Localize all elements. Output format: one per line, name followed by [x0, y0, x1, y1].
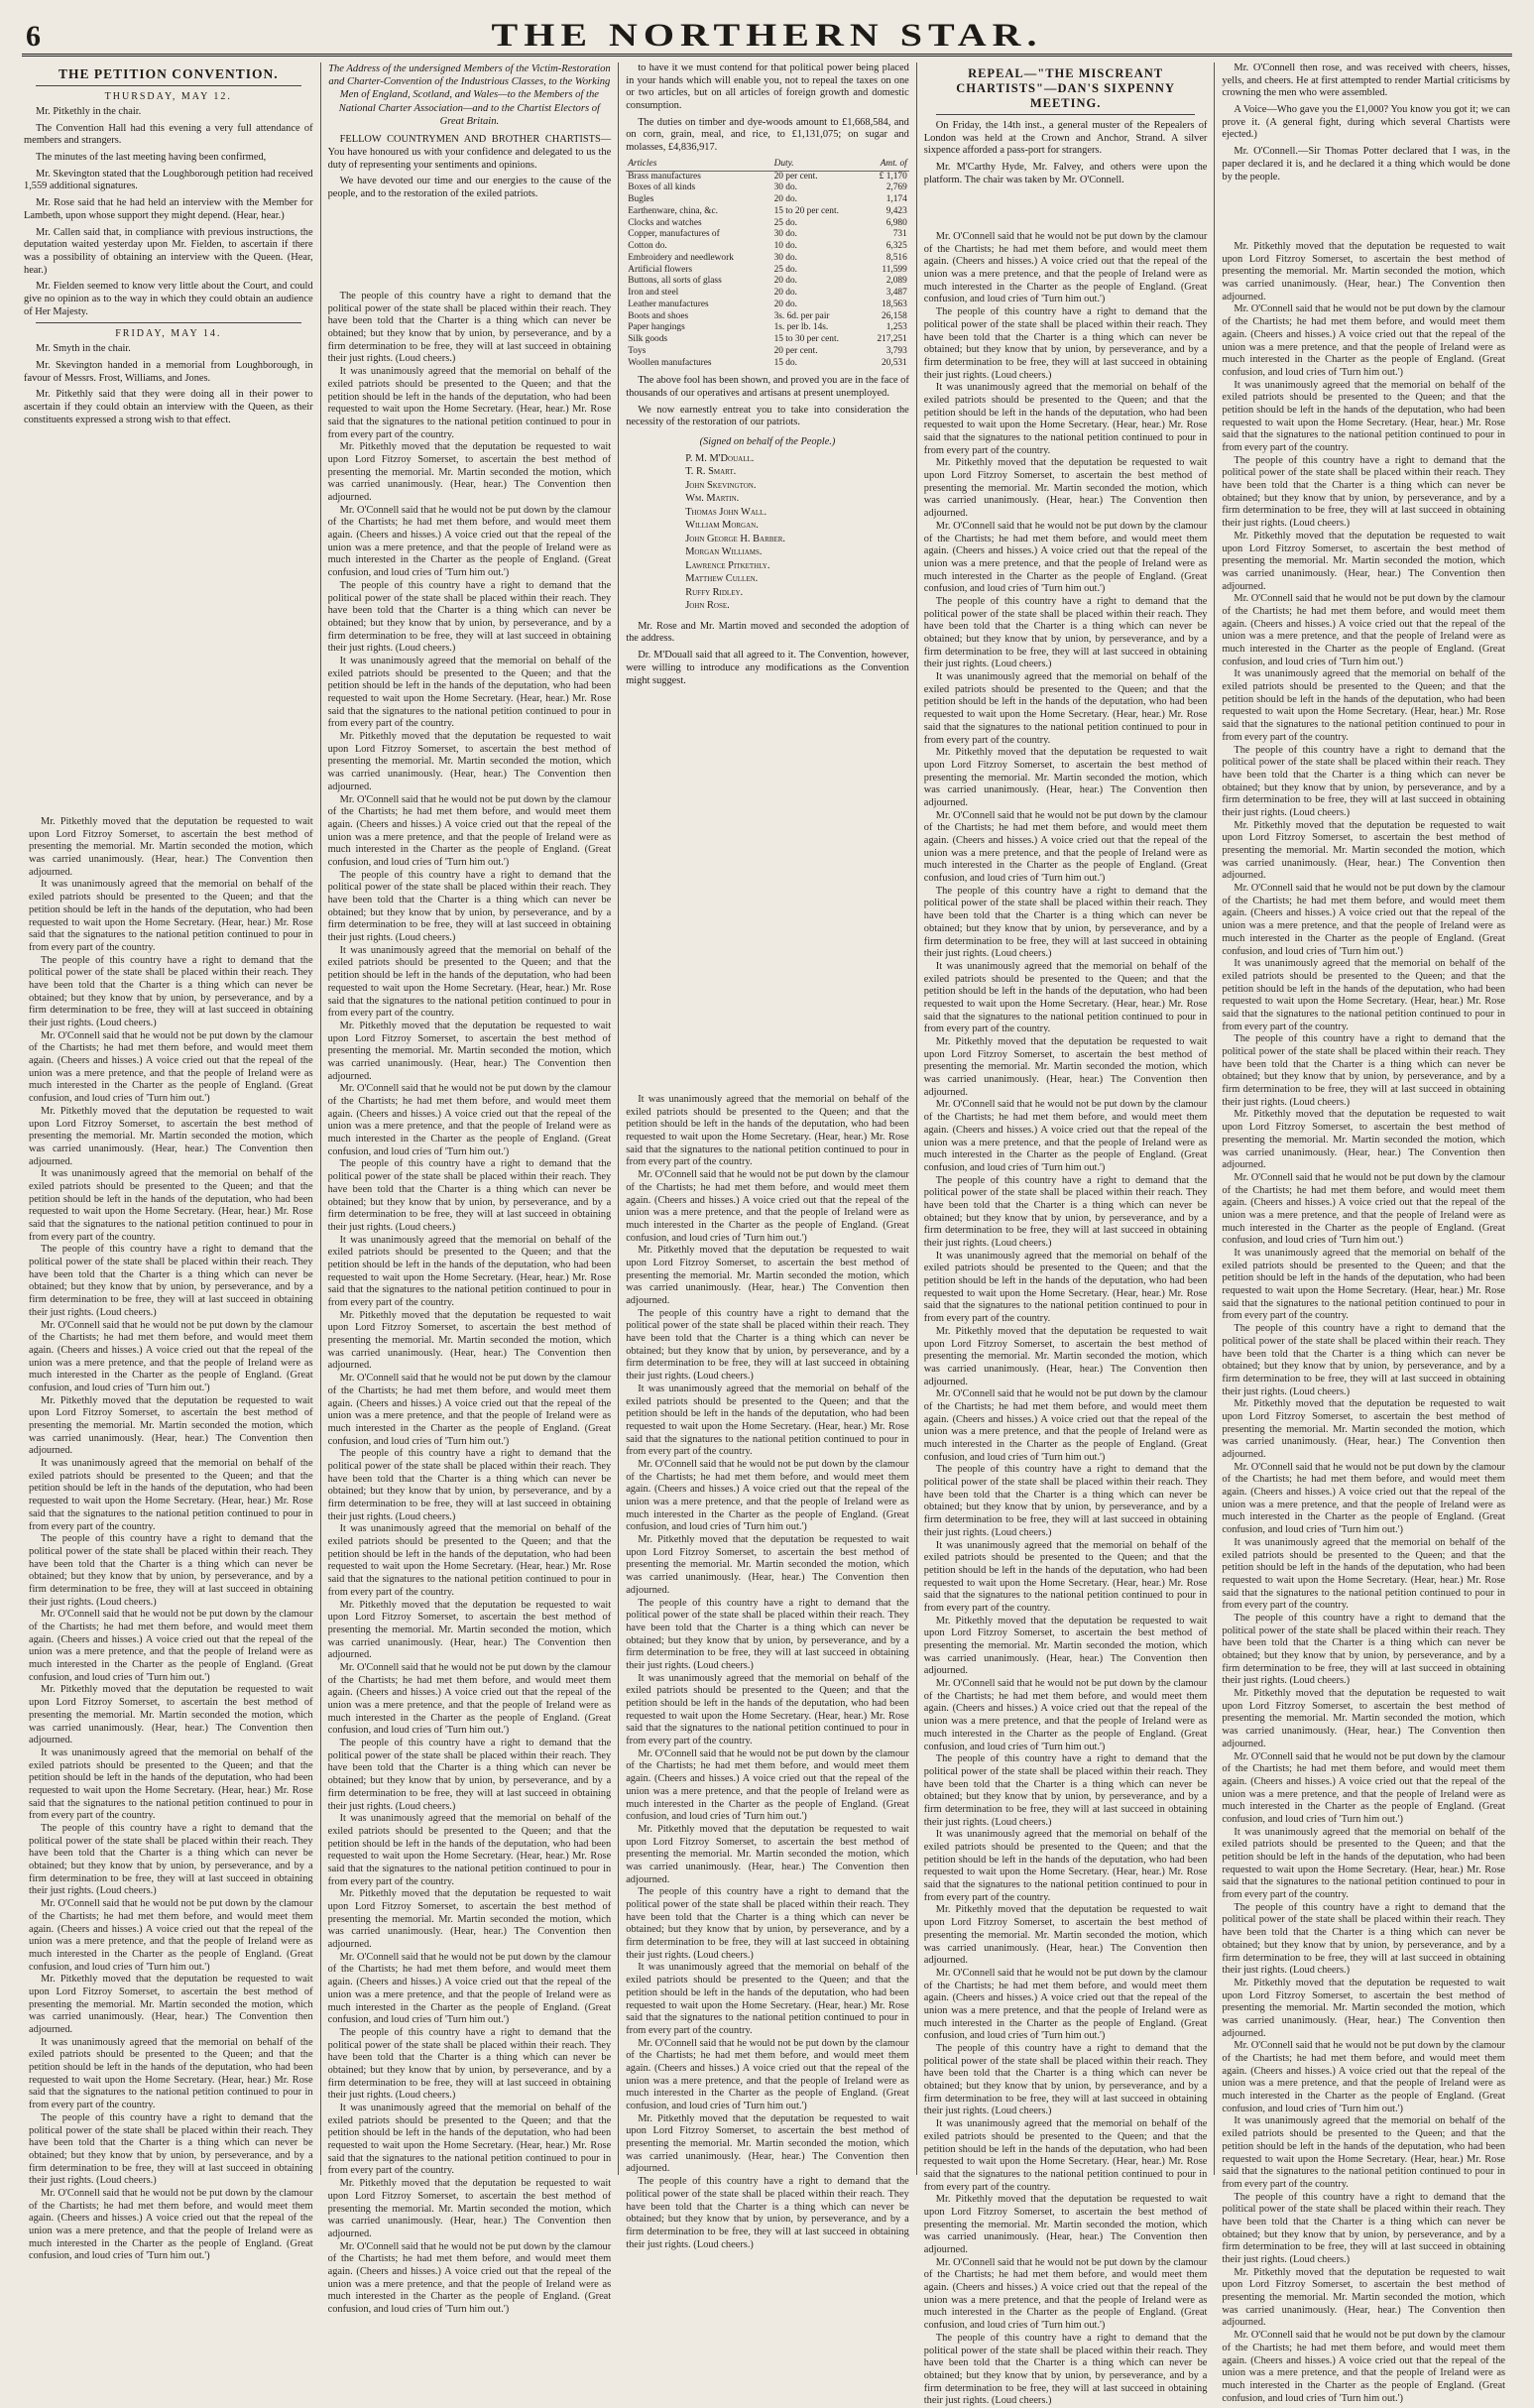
paragraph: We now earnestly entreat you to take into consideration the necessity of the restoration of our patriots. [626, 404, 909, 428]
table-cell: Woollen manufactures [628, 357, 712, 368]
table-row [626, 265, 909, 277]
paragraph: Mr. O'Connell said that he would not be put down by the clamour of the Chartists; he had met them before, and would meet them again. (Cheers and hisses.) A voice cried out that the repeal of the union was a mere pretence, and that the people of Ireland were as much interested in the Charter as the people of England. (Great confusion, and loud cries of 'Turn him out.') [327, 793, 612, 868]
paragraph: Mr. O'Connell said that he would not be put down by the clamour of the Chartists; he had met them before, and would meet them again. (Cheers and hisses.) A voice cried out that the repeal of the union was a mere pretence, and that the people of Ireland were as much interested in the Charter as the people of England. (Great confusion, and loud cries of 'Turn him out.') [1222, 2040, 1505, 2114]
table-cell: 8,516 [885, 252, 907, 263]
table-row [626, 182, 909, 194]
table-cell: 3,487 [885, 288, 907, 299]
paragraph: The people of this country have a right to demand that the political power of the state shall be placed within their reach. They have been told that the Charter is a thing which can never be obtained; but they know that by union, by perseverance, and by a firm determination to be free, they will at last succeed in obtaining their just rights. (Loud cheers.) [1222, 1612, 1505, 1687]
table-cell: 3s. 6d. per pair [773, 310, 830, 321]
paragraph: The people of this country have a right to demand that the political power of the state shall be placed within their reach. They have been told that the Charter is a thing which can never be obtained; but they know that by union, by perseverance, and by a firm determination to be free, they will at last succeed in obtaining their just rights. (Loud cheers.) [923, 885, 1208, 960]
paragraph: Mr. Rose and Mr. Martin moved and seconded the adoption of the address. [626, 620, 909, 645]
table-cell: Artificial flowers [628, 264, 693, 275]
body-text-block [626, 1094, 909, 2250]
dateline-thursday: THURSDAY, MAY 12. [104, 91, 232, 102]
table-header-cell: Duty. [772, 159, 864, 171]
paragraph: Mr. O'Connell.—Sir Thomas Potter declared that I was, in the paper declared it is, and he declared it a thing which would be done by the people. [1222, 146, 1510, 182]
paragraph: Mr. Pitkethly said that they were doing all in their power to ascertain if they could obtain an interview with the Queen, as their constituents expressed a strong wish to that effect. [24, 389, 313, 425]
paragraph: Mr. O'Connell said that he would not be put down by the clamour of the Chartists; he had met them before, and would meet them again. (Cheers and hisses.) A voice cried out that the repeal of the union was a mere pretence, and that the people of Ireland were as much interested in the Charter as the people of England. (Great confusion, and loud cries of 'Turn him out.') [327, 1951, 612, 2026]
paragraph: It was unanimously agreed that the memorial on behalf of the exiled patriots should be presented to the Queen; and that the petition should be left in the hands of the deputation, who had been requested to wait upon the Home Secretary. (Hear, hear.) Mr. Rose said that the signatures to the national petition continued to pour in from every part of the country. [29, 879, 313, 953]
paragraph: Mr. Pitkethly moved that the deputation be requested to wait upon Lord Fitzroy Somerset, to ascertain the best method of presenting the memorial. Mr. Martin seconded the motion, which was carried unanimously. (Hear, hear.) The Convention then adjourned. [1222, 530, 1505, 592]
paragraph: The people of this country have a right to demand that the political power of the state shall be placed within their reach. They have been told that the Charter is a thing which can never be obtained; but they know that by union, by perseverance, and by a firm determination to be free, they will at last succeed in obtaining their just rights. (Loud cheers.) [29, 1533, 313, 1608]
paragraph: Mr. Pitkethly moved that the deputation be requested to wait upon Lord Fitzroy Somerset, to ascertain the best method of presenting the memorial. Mr. Martin seconded the motion, which was carried unanimously. (Hear, hear.) The Convention then adjourned. [1222, 2266, 1505, 2329]
paragraph: Mr. Pitkethly moved that the deputation be requested to wait upon Lord Fitzroy Somerset, to ascertain the best method of presenting the memorial. Mr. Martin seconded the motion, which was carried unanimously. (Hear, hear.) The Convention then adjourned. [1222, 1688, 1505, 1749]
table-cell: Leather manufactures [628, 299, 709, 309]
paragraph: It was unanimously agreed that the memorial on behalf of the exiled patriots should be presented to the Queen; and that the petition should be left in the hands of the deputation, who had been requested to wait upon the Home Secretary. (Hear, hear.) Mr. Rose said that the signatures to the national petition continued to pour in from every part of the country. [1222, 668, 1505, 743]
paragraph: Mr. Pitkethly moved that the deputation be requested to wait upon Lord Fitzroy Somerset, to ascertain the best method of presenting the memorial. Mr. Martin seconded the motion, which was carried unanimously. (Hear, hear.) The Convention then adjourned. [327, 1020, 612, 1082]
paragraph: It was unanimously agreed that the memorial on behalf of the exiled patriots should be presented to the Queen; and that the petition should be left in the hands of the deputation, who had been requested to wait upon the Home Secretary. (Hear, hear.) Mr. Rose said that the signatures to the national petition continued to pour in from every part of the country. [1222, 958, 1505, 1032]
table-cell: 2,089 [885, 276, 907, 287]
paragraph: Mr. O'Connell said that he would not be put down by the clamour of the Chartists; he had met them before, and would meet them again. (Cheers and hisses.) A voice cried out that the repeal of the union was a mere pretence, and that the people of Ireland were as much interested in the Charter as the people of England. (Great confusion, and loud cries of 'Turn him out.') [29, 1898, 313, 1973]
divider [36, 85, 301, 86]
paragraph: Mr. O'Connell said that he would not be put down by the clamour of the Chartists; he had met them before, and would meet them again. (Cheers and hisses.) A voice cried out that the repeal of the union was a mere pretence, and that the people of Ireland were as much interested in the Charter as the people of England. (Great confusion, and loud cries of 'Turn him out.') [29, 1609, 313, 1683]
signatory-name: Thomas John Wall. [685, 506, 767, 518]
article-heading-petition-convention: THE PETITION CONVENTION. [58, 66, 279, 81]
paragraph: It was unanimously agreed that the memorial on behalf of the exiled patriots should be presented to the Queen; and that the petition should be left in the hands of the deputation, who had been requested to wait upon the Home Secretary. (Hear, hear.) Mr. Rose said that the signatures to the national petition continued to pour in from every part of the country. [327, 1523, 612, 1598]
paragraph: Mr. O'Connell said that he would not be put down by the clamour of the Chartists; he had met them before, and would meet them again. (Cheers and hisses.) A voice cried out that the repeal of the union was a mere pretence, and that the people of Ireland were as much interested in the Charter as the people of England. (Great confusion, and loud cries of 'Turn him out.') [327, 1373, 612, 1447]
paragraph: Mr. O'Connell said that he would not be put down by the clamour of the Chartists; he had met them before, and would meet them again. (Cheers and hisses.) A voice cried out that the repeal of the union was a mere pretence, and that the people of Ireland were as much interested in the Charter as the people of England. (Great confusion, and loud cries of 'Turn him out.') [626, 1458, 909, 1533]
table-cell: Iron and steel [628, 288, 679, 299]
table-row [626, 276, 909, 288]
paragraph: The people of this country have a right to demand that the political power of the state shall be placed within their reach. They have been told that the Charter is a thing which can never be obtained; but they know that by union, by perseverance, and by a firm determination to be free, they will at last succeed in obtaining their just rights. (Loud cheers.) [1222, 2191, 1505, 2265]
newspaper-title: THE NORTHERN STAR. [491, 16, 1043, 54]
paragraph: Mr. Pitkethly moved that the deputation be requested to wait upon Lord Fitzroy Somerset, to ascertain the best method of presenting the memorial. Mr. Martin seconded the motion, which was carried unanimously. (Hear, hear.) The Convention then adjourned. [29, 1105, 313, 1167]
paragraph: Mr. O'Connell said that he would not be put down by the clamour of the Chartists; he had met them before, and would meet them again. (Cheers and hisses.) A voice cried out that the repeal of the union was a mere pretence, and that the people of Ireland were as much interested in the Charter as the people of England. (Great confusion, and loud cries of 'Turn him out.') [626, 1169, 909, 1244]
table-cell: 6,980 [885, 217, 907, 228]
table-cell: Buttons, all sorts of glass [628, 276, 722, 287]
paragraph: Mr. O'Connell said that he would not be put down by the clamour of the Chartists; he had met them before, and would meet them again. (Cheers and hisses.) A voice cried out that the repeal of the union was a mere pretence, and that the people of Ireland were as much interested in the Charter as the people of England. (Great confusion, and loud cries of 'Turn him out.') [327, 2240, 612, 2315]
column-3 [618, 62, 916, 2250]
paragraph: The people of this country have a right to demand that the political power of the state shall be placed within their reach. They have been told that the Charter is a thing which can never be obtained; but they know that by union, by perseverance, and by a firm determination to be free, they will at last succeed in obtaining their just rights. (Loud cheers.) [923, 595, 1208, 670]
table-row [626, 171, 909, 182]
paragraph: It was unanimously agreed that the memorial on behalf of the exiled patriots should be presented to the Queen; and that the petition should be left in the hands of the deputation, who had been requested to wait upon the Home Secretary. (Hear, hear.) Mr. Rose said that the signatures to the national petition continued to pour in from every part of the country. [923, 960, 1208, 1035]
table-cell: Cotton do. [628, 241, 667, 252]
paragraph: Mr. O'Connell said that he would not be put down by the clamour of the Chartists; he had met them before, and would meet them again. (Cheers and hisses.) A voice cried out that the repeal of the union was a mere pretence, and that the people of Ireland were as much interested in the Charter as the people of England. (Great confusion, and loud cries of 'Turn him out.') [923, 520, 1208, 595]
table-cell: 11,599 [882, 264, 907, 275]
paragraph: It was unanimously agreed that the memorial on behalf of the exiled patriots should be presented to the Queen; and that the petition should be left in the hands of the deputation, who had been requested to wait upon the Home Secretary. (Hear, hear.) Mr. Rose said that the signatures to the national petition continued to pour in from every part of the country. [626, 1383, 909, 1458]
paragraph: Mr. Pitkethly moved that the deputation be requested to wait upon Lord Fitzroy Somerset, to ascertain the best method of presenting the memorial. Mr. Martin seconded the motion, which was carried unanimously. (Hear, hear.) The Convention then adjourned. [29, 816, 313, 878]
table-cell: 20,531 [882, 357, 907, 368]
paragraph: The people of this country have a right to demand that the political power of the state shall be placed within their reach. They have been told that the Charter is a thing which can never be obtained; but they know that by union, by perseverance, and by a firm determination to be free, they will at last succeed in obtaining their just rights. (Loud cheers.) [1222, 1033, 1505, 1108]
paragraph: It was unanimously agreed that the memorial on behalf of the exiled patriots should be presented to the Queen; and that the petition should be left in the hands of the deputation, who had been requested to wait upon the Home Secretary. (Hear, hear.) Mr. Rose said that the signatures to the national petition continued to pour in from every part of the country. [923, 1250, 1208, 1325]
table-row [626, 206, 909, 218]
table-cell: 25 do. [773, 264, 798, 275]
table-cell: 9,423 [885, 205, 907, 216]
dateline-friday: FRIDAY, MAY 14. [115, 328, 222, 340]
table-cell: 26,158 [882, 310, 907, 321]
paragraph: It was unanimously agreed that the memorial on behalf of the exiled patriots should be presented to the Queen; and that the petition should be left in the hands of the deputation, who had been requested to wait upon the Home Secretary. (Hear, hear.) Mr. Rose said that the signatures to the national petition continued to pour in from every part of the country. [923, 1539, 1208, 1614]
table-cell: 25 do. [773, 217, 798, 228]
page-number: 6 [26, 20, 41, 53]
paragraph: It was unanimously agreed that the memorial on behalf of the exiled patriots should be presented to the Queen; and that the petition should be left in the hands of the deputation, who had been requested to wait upon the Home Secretary. (Hear, hear.) Mr. Rose said that the signatures to the national petition continued to pour in from every part of the country. [626, 1094, 909, 1168]
address-title: The Address of the undersigned Members of the Victim-Restoration and Charter-Convention of the Industrious Classes, to the Working Men of England, Scotland, and Wales—to the Members of the National Charter Association—and to the Chartist Electors of Great Britain. [328, 63, 611, 127]
paragraph: Mr. Pitkethly moved that the deputation be requested to wait upon Lord Fitzroy Somerset, to ascertain the best method of presenting the memorial. Mr. Martin seconded the motion, which was carried unanimously. (Hear, hear.) The Convention then adjourned. [1222, 1109, 1505, 1171]
body-text-block [1222, 241, 1505, 2404]
signed-note: (Signed on behalf of the People.) [699, 436, 836, 448]
paragraph: The people of this country have a right to demand that the political power of the state shall be placed within their reach. They have been told that the Charter is a thing which can never be obtained; but they know that by union, by perseverance, and by a firm determination to be free, they will at last succeed in obtaining their just rights. (Loud cheers.) [923, 1753, 1208, 1828]
paragraph: It was unanimously agreed that the memorial on behalf of the exiled patriots should be presented to the Queen; and that the petition should be left in the hands of the deputation, who had been requested to wait upon the Home Secretary. (Hear, hear.) Mr. Rose said that the signatures to the national petition continued to pour in from every part of the country. [327, 1234, 612, 1308]
paragraph: Mr. Pitkethly moved that the deputation be requested to wait upon Lord Fitzroy Somerset, to ascertain the best method of presenting the memorial. Mr. Martin seconded the motion, which was carried unanimously. (Hear, hear.) The Convention then adjourned. [1222, 1398, 1505, 1460]
signatory-name: John Rose. [685, 600, 730, 612]
paragraph: Mr. Smyth in the chair. [36, 343, 131, 355]
paragraph: It was unanimously agreed that the memorial on behalf of the exiled patriots should be presented to the Queen; and that the petition should be left in the hands of the deputation, who had been requested to wait upon the Home Secretary. (Hear, hear.) Mr. Rose said that the signatures to the national petition continued to pour in from every part of the country. [626, 1672, 909, 1747]
paragraph: Mr. Pitkethly moved that the deputation be requested to wait upon Lord Fitzroy Somerset, to ascertain the best method of presenting the memorial. Mr. Martin seconded the motion, which was carried unanimously. (Hear, hear.) The Convention then adjourned. [923, 457, 1208, 520]
signatory-name: William Morgan. [685, 520, 759, 532]
paragraph: Mr. Fielden seemed to know very little about the Court, and could give no opinion as to the way in which they could obtain an audience of Her Majesty. [24, 281, 313, 317]
column-4 [916, 62, 1215, 2407]
paragraph: The people of this country have a right to demand that the political power of the state shall be placed within their reach. They have been told that the Charter is a thing which can never be obtained; but they know that by union, by perseverance, and by a firm determination to be free, they will at last succeed in obtaining their just rights. (Loud cheers.) [626, 1307, 909, 1383]
table-cell: Boxes of all kinds [628, 182, 696, 193]
paragraph: Mr. O'Connell said that he would not be put down by the clamour of the Chartists; he had met them before, and would meet them again. (Cheers and hisses.) A voice cried out that the repeal of the union was a mere pretence, and that the people of Ireland were as much interested in the Charter as the people of England. (Great confusion, and loud cries of 'Turn him out.') [923, 2256, 1208, 2332]
paragraph: Dr. M'Douall said that all agreed to it. The Convention, however, were willing to introduce any modifications as the Convention might suggest. [626, 650, 909, 686]
paragraph: Mr. Pitkethly moved that the deputation be requested to wait upon Lord Fitzroy Somerset, to ascertain the best method of presenting the memorial. Mr. Martin seconded the motion, which was carried unanimously. (Hear, hear.) The Convention then adjourned. [626, 1823, 909, 1885]
paragraph: Mr. O'Connell said that he would not be put down by the clamour of the Chartists; he had met them before, and would meet them again. (Cheers and hisses.) A voice cried out that the repeal of the union was a mere pretence, and that the people of Ireland were as much interested in the Charter as the people of England. (Great confusion, and loud cries of 'Turn him out.') [1222, 1750, 1505, 1825]
paragraph: The people of this country have a right to demand that the political power of the state shall be placed within their reach. They have been told that the Charter is a thing which can never be obtained; but they know that by union, by perseverance, and by a firm determination to be free, they will at last succeed in obtaining their just rights. (Loud cheers.) [923, 2332, 1208, 2407]
paragraph: It was unanimously agreed that the memorial on behalf of the exiled patriots should be presented to the Queen; and that the petition should be left in the hands of the deputation, who had been requested to wait upon the Home Secretary. (Hear, hear.) Mr. Rose said that the signatures to the national petition continued to pour in from every part of the country. [923, 2118, 1208, 2193]
paragraph: It was unanimously agreed that the memorial on behalf of the exiled patriots should be presented to the Queen; and that the petition should be left in the hands of the deputation, who had been requested to wait upon the Home Secretary. (Hear, hear.) Mr. Rose said that the signatures to the national petition continued to pour in from every part of the country. [923, 1829, 1208, 1903]
signatory-name: Wm. Martin. [685, 493, 740, 505]
paragraph: The people of this country have a right to demand that the political power of the state shall be placed within their reach. They have been told that the Charter is a thing which can never be obtained; but they know that by union, by perseverance, and by a firm determination to be free, they will at last succeed in obtaining their just rights. (Loud cheers.) [327, 1738, 612, 1812]
paragraph: FELLOW COUNTRYMEN AND BROTHER CHARTISTS—You have honoured us with your confidence and delegated to us the duty of representing your sentiments and opinions. [327, 134, 612, 171]
paragraph: The people of this country have a right to demand that the political power of the state shall be placed within their reach. They have been told that the Charter is a thing which can never be obtained; but they know that by union, by perseverance, and by a firm determination to be free, they will at last succeed in obtaining their just rights. (Loud cheers.) [923, 1464, 1208, 1538]
table-row [626, 288, 909, 300]
paragraph: to have it we must contend for that political power being placed in your hands which will enable you, not to repeal the taxes on one or two articles, but on all articles of foreign growth and domestic consumption. [626, 62, 909, 112]
paragraph: The people of this country have a right to demand that the political power of the state shall be placed within their reach. They have been told that the Charter is a thing which can never be obtained; but they know that by union, by perseverance, and by a firm determination to be free, they will at last succeed in obtaining their just rights. (Loud cheers.) [626, 2176, 909, 2250]
table-cell: 20 per cent. [773, 345, 818, 356]
paragraph: The people of this country have a right to demand that the political power of the state shall be placed within their reach. They have been told that the Charter is a thing which can never be obtained; but they know that by union, by perseverance, and by a firm determination to be free, they will at last succeed in obtaining their just rights. (Loud cheers.) [327, 579, 612, 655]
table-cell: 30 do. [773, 182, 798, 193]
paragraph: The Convention Hall had this evening a very full attendance of members and strangers. [24, 122, 313, 147]
table-cell: 20 do. [773, 299, 798, 309]
paragraph: A Voice—Who gave you the £1,000? You know you got it; we can prove it. (A general fight, during which several Chartists were ejected.) [1222, 104, 1510, 141]
paragraph: Mr. Pitkethly moved that the deputation be requested to wait upon Lord Fitzroy Somerset, to ascertain the best method of presenting the memorial. Mr. Martin seconded the motion, which was carried unanimously. (Hear, hear.) The Convention then adjourned. [1222, 819, 1505, 882]
table-cell: 15 to 30 per cent. [773, 334, 839, 345]
article-heading-repeal: REPEAL—"THE MISCREANT CHARTISTS"—DAN'S SIXPENNY MEETING. [956, 66, 1175, 110]
table-cell: Embroidery and needlework [628, 252, 734, 263]
paragraph: It was unanimously agreed that the memorial on behalf of the exiled patriots should be presented to the Queen; and that the petition should be left in the hands of the deputation, who had been requested to wait upon the Home Secretary. (Hear, hear.) Mr. Rose said that the signatures to the national petition continued to pour in from every part of the country. [327, 2103, 612, 2177]
paragraph: It was unanimously agreed that the memorial on behalf of the exiled patriots should be presented to the Queen; and that the petition should be left in the hands of the deputation, who had been requested to wait upon the Home Secretary. (Hear, hear.) Mr. Rose said that the signatures to the national petition continued to pour in from every part of the country. [1222, 1248, 1505, 1322]
table-cell: Earthenware, china, &c. [628, 205, 719, 216]
paragraph: It was unanimously agreed that the memorial on behalf of the exiled patriots should be presented to the Queen; and that the petition should be left in the hands of the deputation, who had been requested to wait upon the Home Secretary. (Hear, hear.) Mr. Rose said that the signatures to the national petition continued to pour in from every part of the country. [327, 1813, 612, 1887]
paragraph: Mr. O'Connell said that he would not be put down by the clamour of the Chartists; he had met them before, and would meet them again. (Cheers and hisses.) A voice cried out that the repeal of the union was a mere pretence, and that the people of Ireland were as much interested in the Charter as the people of England. (Great confusion, and loud cries of 'Turn him out.') [923, 231, 1208, 305]
paragraph: Mr. Pitkethly moved that the deputation be requested to wait upon Lord Fitzroy Somerset, to ascertain the best method of presenting the memorial. Mr. Martin seconded the motion, which was carried unanimously. (Hear, hear.) The Convention then adjourned. [923, 2194, 1208, 2255]
paragraph: Mr. O'Connell said that he would not be put down by the clamour of the Chartists; he had met them before, and would meet them again. (Cheers and hisses.) A voice cried out that the repeal of the union was a mere pretence, and that the people of Ireland were as much interested in the Charter as the people of England. (Great confusion, and loud cries of 'Turn him out.') [1222, 2330, 1505, 2404]
table-cell: 6,325 [885, 241, 907, 252]
paragraph: The people of this country have a right to demand that the political power of the state shall be placed within their reach. They have been told that the Charter is a thing which can never be obtained; but they know that by union, by perseverance, and by a firm determination to be free, they will at last succeed in obtaining their just rights. (Loud cheers.) [626, 1886, 909, 1961]
paragraph: Mr. O'Connell said that he would not be put down by the clamour of the Chartists; he had met them before, and would meet them again. (Cheers and hisses.) A voice cried out that the repeal of the union was a mere pretence, and that the people of Ireland were as much interested in the Charter as the people of England. (Great confusion, and loud cries of 'Turn him out.') [1222, 1171, 1505, 1247]
body-text-block [29, 816, 313, 2262]
paragraph: Mr. Pitkethly moved that the deputation be requested to wait upon Lord Fitzroy Somerset, to ascertain the best method of presenting the memorial. Mr. Martin seconded the motion, which was carried unanimously. (Hear, hear.) The Convention then adjourned. [327, 441, 612, 503]
paragraph: Mr. Pitkethly moved that the deputation be requested to wait upon Lord Fitzroy Somerset, to ascertain the best method of presenting the memorial. Mr. Martin seconded the motion, which was carried unanimously. (Hear, hear.) The Convention then adjourned. [29, 1394, 313, 1457]
signatory-name: Lawrence Pitkethly. [685, 559, 770, 571]
paragraph: The people of this country have a right to demand that the political power of the state shall be placed within their reach. They have been told that the Charter is a thing which can never be obtained; but they know that by union, by perseverance, and by a firm determination to be free, they will at last succeed in obtaining their just rights. (Loud cheers.) [923, 1174, 1208, 1249]
signatory-name: T. R. Smart. [685, 466, 737, 478]
table-cell: Paper hangings [628, 322, 685, 333]
signatory-name: Morgan Williams. [685, 546, 763, 558]
paragraph: Mr. Pitkethly moved that the deputation be requested to wait upon Lord Fitzroy Somerset, to ascertain the best method of presenting the memorial. Mr. Martin seconded the motion, which was carried unanimously. (Hear, hear.) The Convention then adjourned. [923, 1904, 1208, 1967]
table-cell: 20 per cent. [773, 171, 818, 181]
paragraph: The minutes of the last meeting having been confirmed, [36, 152, 267, 164]
table-cell: 30 do. [773, 229, 798, 240]
paragraph: Mr. O'Connell said that he would not be put down by the clamour of the Chartists; he had met them before, and would meet them again. (Cheers and hisses.) A voice cried out that the repeal of the union was a mere pretence, and that the people of Ireland were as much interested in the Charter as the people of England. (Great confusion, and loud cries of 'Turn him out.') [327, 504, 612, 579]
paragraph: The people of this country have a right to demand that the political power of the state shall be placed within their reach. They have been told that the Charter is a thing which can never be obtained; but they know that by union, by perseverance, and by a firm determination to be free, they will at last succeed in obtaining their just rights. (Loud cheers.) [327, 1448, 612, 1522]
table-header-row [626, 159, 909, 171]
table-cell: Bugles [628, 194, 654, 205]
paragraph: Mr. O'Connell said that he would not be put down by the clamour of the Chartists; he had met them before, and would meet them again. (Cheers and hisses.) A voice cried out that the repeal of the union was a mere pretence, and that the people of Ireland were as much interested in the Charter as the people of England. (Great confusion, and loud cries of 'Turn him out.') [923, 1099, 1208, 1173]
paragraph: It was unanimously agreed that the memorial on behalf of the exiled patriots should be presented to the Queen; and that the petition should be left in the hands of the deputation, who had been requested to wait upon the Home Secretary. (Hear, hear.) Mr. Rose said that the signatures to the national petition continued to pour in from every part of the country. [29, 1746, 313, 1822]
paragraph: On Friday, the 14th inst., a general muster of the Repealers of London was held at the Crown and Anchor, Strand. A silver sixpence afforded a pass-port for strangers. [923, 120, 1208, 157]
signatory-name: Matthew Cullen. [685, 573, 759, 585]
divider [36, 322, 301, 323]
paragraph: Mr. O'Connell said that he would not be put down by the clamour of the Chartists; he had met them before, and would meet them again. (Cheers and hisses.) A voice cried out that the repeal of the union was a mere pretence, and that the people of Ireland were as much interested in the Charter as the people of England. (Great confusion, and loud cries of 'Turn him out.') [923, 1388, 1208, 1463]
table-cell: 30 do. [773, 252, 798, 263]
paragraph: Mr. Callen said that, in compliance with previous instructions, the deputation waited yesterday upon Mr. Fielden, to ascertain if there was a possibility of obtaining an interview with the Queen. (Hear, hear.) [24, 226, 313, 276]
table-row [626, 229, 909, 241]
table-cell: Toys [628, 345, 647, 356]
paragraph: Mr. Pitkethly moved that the deputation be requested to wait upon Lord Fitzroy Somerset, to ascertain the best method of presenting the memorial. Mr. Martin seconded the motion, which was carried unanimously. (Hear, hear.) The Convention then adjourned. [327, 2178, 612, 2239]
paragraph: It was unanimously agreed that the memorial on behalf of the exiled patriots should be presented to the Queen; and that the petition should be left in the hands of the deputation, who had been requested to wait upon the Home Secretary. (Hear, hear.) Mr. Rose said that the signatures to the national petition continued to pour in from every part of the country. [327, 655, 612, 730]
paragraph: It was unanimously agreed that the memorial on behalf of the exiled patriots should be presented to the Queen; and that the petition should be left in the hands of the deputation, who had been requested to wait upon the Home Secretary. (Hear, hear.) Mr. Rose said that the signatures to the national petition continued to pour in from every part of the country. [1222, 1536, 1505, 1612]
table-cell: Brass manufactures [628, 171, 701, 181]
paragraph: The people of this country have a right to demand that the political power of the state shall be placed within their reach. They have been told that the Charter is a thing which can never be obtained; but they know that by union, by perseverance, and by a firm determination to be free, they will at last succeed in obtaining their just rights. (Loud cheers.) [626, 1597, 909, 1671]
paragraph: Mr. O'Connell said that he would not be put down by the clamour of the Chartists; he had met them before, and would meet them again. (Cheers and hisses.) A voice cried out that the repeal of the union was a mere pretence, and that the people of Ireland were as much interested in the Charter as the people of England. (Great confusion, and loud cries of 'Turn him out.') [327, 1083, 612, 1157]
table-cell: 1,253 [885, 322, 907, 333]
signatory-name: John Skevington. [685, 479, 757, 491]
paragraph: Mr. Pitkethly moved that the deputation be requested to wait upon Lord Fitzroy Somerset, to ascertain the best method of presenting the memorial. Mr. Martin seconded the motion, which was carried unanimously. (Hear, hear.) The Convention then adjourned. [626, 1245, 909, 1306]
paragraph: Mr. Skevington handed in a memorial from Loughborough, in favour of Messrs. Frost, Williams, and Jones. [24, 360, 313, 384]
paragraph: Mr. O'Connell said that he would not be put down by the clamour of the Chartists; he had met them before, and would meet them again. (Cheers and hisses.) A voice cried out that the repeal of the union was a mere pretence, and that the people of Ireland were as much interested in the Charter as the people of England. (Great confusion, and loud cries of 'Turn him out.') [923, 809, 1208, 885]
paragraph: It was unanimously agreed that the memorial on behalf of the exiled patriots should be presented to the Queen; and that the petition should be left in the hands of the deputation, who had been requested to wait upon the Home Secretary. (Hear, hear.) Mr. Rose said that the signatures to the national petition continued to pour in from every part of the country. [29, 1458, 313, 1532]
table-row [626, 311, 909, 323]
paragraph: It was unanimously agreed that the memorial on behalf of the exiled patriots should be presented to the Queen; and that the petition should be left in the hands of the deputation, who had been requested to wait upon the Home Secretary. (Hear, hear.) Mr. Rose said that the signatures to the national petition continued to pour in from every part of the country. [327, 366, 612, 440]
signatory-name: Ruffy Ridley. [685, 586, 744, 598]
paragraph: It was unanimously agreed that the memorial on behalf of the exiled patriots should be presented to the Queen; and that the petition should be left in the hands of the deputation, who had been requested to wait upon the Home Secretary. (Hear, hear.) Mr. Rose said that the signatures to the national petition continued to pour in from every part of the country. [1222, 2115, 1505, 2190]
paragraph: Mr. Pitkethly moved that the deputation be requested to wait upon Lord Fitzroy Somerset, to ascertain the best method of presenting the memorial. Mr. Martin seconded the motion, which was carried unanimously. (Hear, hear.) The Convention then adjourned. [626, 1534, 909, 1596]
paragraph: The people of this country have a right to demand that the political power of the state shall be placed within their reach. They have been told that the Charter is a thing which can never be obtained; but they know that by union, by perseverance, and by a firm determination to be free, they will at last succeed in obtaining their just rights. (Loud cheers.) [923, 2043, 1208, 2117]
table-cell: 3,793 [885, 345, 907, 356]
paragraph: Mr. O'Connell said that he would not be put down by the clamour of the Chartists; he had met them before, and would meet them again. (Cheers and hisses.) A voice cried out that the repeal of the union was a mere pretence, and that the people of Ireland were as much interested in the Charter as the people of England. (Great confusion, and loud cries of 'Turn him out.') [923, 1967, 1208, 2042]
table-cell: Boots and shoes [628, 310, 689, 321]
paragraph: We have devoted our time and our energies to the cause of the people, and to the restoration of the exiled patriots. [327, 176, 612, 199]
paragraph: Mr. Pitkethly moved that the deputation be requested to wait upon Lord Fitzroy Somerset, to ascertain the best method of presenting the memorial. Mr. Martin seconded the motion, which was carried unanimously. (Hear, hear.) The Convention then adjourned. [626, 2112, 909, 2175]
paragraph: It was unanimously agreed that the memorial on behalf of the exiled patriots should be presented to the Queen; and that the petition should be left in the hands of the deputation, who had been requested to wait upon the Home Secretary. (Hear, hear.) Mr. Rose said that the signatures to the national petition continued to pour in from every part of the country. [29, 1168, 313, 1243]
paragraph: Mr. O'Connell said that he would not be put down by the clamour of the Chartists; he had met them before, and would meet them again. (Cheers and hisses.) A voice cried out that the repeal of the union was a mere pretence, and that the people of Ireland were as much interested in the Charter as the people of England. (Great confusion, and loud cries of 'Turn him out.') [1222, 593, 1505, 667]
body-text-block [923, 231, 1208, 2407]
paragraph: Mr. O'Connell said that he would not be put down by the clamour of the Chartists; he had met them before, and would meet them again. (Cheers and hisses.) A voice cried out that the repeal of the union was a mere pretence, and that the people of Ireland were as much interested in the Charter as the people of England. (Great confusion, and loud cries of 'Turn him out.') [327, 1661, 612, 1737]
table-cell: 10 do. [773, 241, 798, 252]
paragraph: Mr. Skevington stated that the Loughborough petition had received 1,559 additional signatures. [24, 168, 313, 192]
signature-block [685, 435, 909, 613]
paragraph: Mr. O'Connell said that he would not be put down by the clamour of the Chartists; he had met them before, and would meet them again. (Cheers and hisses.) A voice cried out that the repeal of the union was a mere pretence, and that the people of Ireland were as much interested in the Charter as the people of England. (Great confusion, and loud cries of 'Turn him out.') [1222, 883, 1505, 957]
paragraph: It was unanimously agreed that the memorial on behalf of the exiled patriots should be presented to the Queen; and that the petition should be left in the hands of the deputation, who had been requested to wait upon the Home Secretary. (Hear, hear.) Mr. Rose said that the signatures to the national petition continued to pour in from every part of the country. [327, 944, 612, 1020]
table-header-cell: Articles [626, 159, 771, 171]
paragraph: Mr. Pitkethly moved that the deputation be requested to wait upon Lord Fitzroy Somerset, to ascertain the best method of presenting the memorial. Mr. Martin seconded the motion, which was carried unanimously. (Hear, hear.) The Convention then adjourned. [1222, 241, 1505, 302]
body-text-block [327, 291, 612, 2315]
paragraph: It was unanimously agreed that the memorial on behalf of the exiled patriots should be presented to the Queen; and that the petition should be left in the hands of the deputation, who had been requested to wait upon the Home Secretary. (Hear, hear.) Mr. Rose said that the signatures to the national petition continued to pour in from every part of the country. [626, 1962, 909, 2036]
table-row [626, 346, 909, 358]
paragraph: The people of this country have a right to demand that the political power of the state shall be placed within their reach. They have been told that the Charter is a thing which can never be obtained; but they know that by union, by perseverance, and by a firm determination to be free, they will at last succeed in obtaining their just rights. (Loud cheers.) [327, 869, 612, 944]
columns [22, 62, 1512, 2407]
paragraph: Mr. O'Connell said that he would not be put down by the clamour of the Chartists; he had met them before, and would meet them again. (Cheers and hisses.) A voice cried out that the repeal of the union was a mere pretence, and that the people of Ireland were as much interested in the Charter as the people of England. (Great confusion, and loud cries of 'Turn him out.') [626, 2037, 909, 2111]
table-cell: 18,563 [882, 299, 907, 309]
paragraph: The people of this country have a right to demand that the political power of the state shall be placed within their reach. They have been told that the Charter is a thing which can never be obtained; but they know that by union, by perseverance, and by a firm determination to be free, they will at last succeed in obtaining their just rights. (Loud cheers.) [1222, 744, 1505, 818]
table-cell: Clocks and watches [628, 217, 702, 228]
paragraph: It was unanimously agreed that the memorial on behalf of the exiled patriots should be presented to the Queen; and that the petition should be left in the hands of the deputation, who had been requested to wait upon the Home Secretary. (Hear, hear.) Mr. Rose said that the signatures to the national petition continued to pour in from every part of the country. [1222, 379, 1505, 453]
column-2 [320, 62, 619, 2315]
paragraph: Mr. Pitkethly moved that the deputation be requested to wait upon Lord Fitzroy Somerset, to ascertain the best method of presenting the memorial. Mr. Martin seconded the motion, which was carried unanimously. (Hear, hear.) The Convention then adjourned. [923, 1325, 1208, 1387]
paragraph: Mr. Pitkethly moved that the deputation be requested to wait upon Lord Fitzroy Somerset, to ascertain the best method of presenting the memorial. Mr. Martin seconded the motion, which was carried unanimously. (Hear, hear.) The Convention then adjourned. [1222, 1977, 1505, 2039]
masthead [22, 6, 1512, 57]
table-cell: 20 do. [773, 276, 798, 287]
table-cell: 20 do. [773, 288, 798, 299]
paragraph: Mr. O'Connell said that he would not be put down by the clamour of the Chartists; he had met them before, and would meet them again. (Cheers and hisses.) A voice cried out that the repeal of the union was a mere pretence, and that the people of Ireland were as much interested in the Charter as the people of England. (Great confusion, and loud cries of 'Turn him out.') [29, 1029, 313, 1105]
paragraph: Mr. O'Connell then rose, and was received with cheers, hisses, yells, and cheers. He at first attempted to render Martial criticisms by crowning the men who were assembled. [1222, 62, 1510, 99]
table-row [626, 194, 909, 206]
paragraph: The people of this country have a right to demand that the political power of the state shall be placed within their reach. They have been told that the Charter is a thing which can never be obtained; but they know that by union, by perseverance, and by a firm determination to be free, they will at last succeed in obtaining their just rights. (Loud cheers.) [29, 1244, 313, 1318]
paragraph: Mr. Pitkethly moved that the deputation be requested to wait upon Lord Fitzroy Somerset, to ascertain the best method of presenting the memorial. Mr. Martin seconded the motion, which was carried unanimously. (Hear, hear.) The Convention then adjourned. [923, 1615, 1208, 1677]
column-1 [22, 62, 320, 2262]
paragraph: Mr. O'Connell said that he would not be put down by the clamour of the Chartists; he had met them before, and would meet them again. (Cheers and hisses.) A voice cried out that the repeal of the union was a mere pretence, and that the people of Ireland were as much interested in the Charter as the people of England. (Great confusion, and loud cries of 'Turn him out.') [923, 1678, 1208, 1752]
table-row [626, 241, 909, 253]
paragraph: Mr. O'Connell said that he would not be put down by the clamour of the Chartists; he had met them before, and would meet them again. (Cheers and hisses.) A voice cried out that the repeal of the union was a mere pretence, and that the people of Ireland were as much interested in the Charter as the people of England. (Great confusion, and loud cries of 'Turn him out.') [29, 1319, 313, 1393]
table-cell: Silk goods [628, 334, 668, 345]
signatory-name: P. M. M'Douall. [685, 452, 755, 464]
table-cell: 15 to 20 per cent. [773, 205, 839, 216]
table-cell: 1s. per lb. 14s. [773, 322, 829, 333]
paragraph: The above fool has been shown, and proved you are in the face of thousands of our operatives and artisans at present unemployed. [626, 375, 909, 399]
duties-table [626, 159, 909, 370]
table-cell: 217,251 [877, 334, 907, 345]
paragraph: Mr. O'Connell said that he would not be put down by the clamour of the Chartists; he had met them before, and would meet them again. (Cheers and hisses.) A voice cried out that the repeal of the union was a mere pretence, and that the people of Ireland were as much interested in the Charter as the people of England. (Great confusion, and loud cries of 'Turn him out.') [1222, 303, 1505, 378]
paragraph: It was unanimously agreed that the memorial on behalf of the exiled patriots should be presented to the Queen; and that the petition should be left in the hands of the deputation, who had been requested to wait upon the Home Secretary. (Hear, hear.) Mr. Rose said that the signatures to the national petition continued to pour in from every part of the country. [29, 2036, 313, 2111]
paragraph: Mr. O'Connell said that he would not be put down by the clamour of the Chartists; he had met them before, and would meet them again. (Cheers and hisses.) A voice cried out that the repeal of the union was a mere pretence, and that the people of Ireland were as much interested in the Charter as the people of England. (Great confusion, and loud cries of 'Turn him out.') [1222, 1461, 1505, 1536]
table-cell: 2,769 [885, 182, 907, 193]
divider [936, 114, 1196, 115]
paragraph: The people of this country have a right to demand that the political power of the state shall be placed within their reach. They have been told that the Charter is a thing which can never be obtained; but they know that by union, by perseverance, and by a firm determination to be free, they will at last succeed in obtaining their just rights. (Loud cheers.) [1222, 1323, 1505, 1397]
paragraph: The people of this country have a right to demand that the political power of the state shall be placed within their reach. They have been told that the Charter is a thing which can never be obtained; but they know that by union, by perseverance, and by a firm determination to be free, they will at last succeed in obtaining their just rights. (Loud cheers.) [1222, 454, 1505, 530]
paragraph: Mr. M'Carthy Hyde, Mr. Falvey, and others were upon the platform. The chair was taken by Mr. O'Connell. [923, 162, 1208, 185]
paragraph: The duties on timber and dye-woods amount to £1,668,584, and on corn, grain, meal, and rice, to £1,131,075; on sugar and molasses, £4,836,917. [626, 116, 909, 154]
paragraph: Mr. Pitkethly moved that the deputation be requested to wait upon Lord Fitzroy Somerset, to ascertain the best method of presenting the memorial. Mr. Martin seconded the motion, which was carried unanimously. (Hear, hear.) The Convention then adjourned. [327, 1309, 612, 1372]
paragraph: Mr. Rose said that he had held an interview with the Member for Lambeth, upon whose support they might depend. (Hear, hear.) [24, 197, 313, 221]
table-row [626, 253, 909, 265]
table-row [626, 358, 909, 370]
paragraph: The people of this country have a right to demand that the political power of the state shall be placed within their reach. They have been told that the Charter is a thing which can never be obtained; but they know that by union, by perseverance, and by a firm determination to be free, they will at last succeed in obtaining their just rights. (Loud cheers.) [327, 2026, 612, 2102]
paragraph: Mr. Pitkethly in the chair. [36, 106, 142, 117]
table-row [626, 334, 909, 346]
paragraph: The people of this country have a right to demand that the political power of the state shall be placed within their reach. They have been told that the Charter is a thing which can never be obtained; but they know that by union, by perseverance, and by a firm determination to be free, they will at last succeed in obtaining their just rights. (Loud cheers.) [29, 2111, 313, 2187]
paragraph: The people of this country have a right to demand that the political power of the state shall be placed within their reach. They have been told that the Charter is a thing which can never be obtained; but they know that by union, by perseverance, and by a firm determination to be free, they will at last succeed in obtaining their just rights. (Loud cheers.) [1222, 1901, 1505, 1977]
table-cell: 731 [892, 229, 907, 240]
paragraph: Mr. Pitkethly moved that the deputation be requested to wait upon Lord Fitzroy Somerset, to ascertain the best method of presenting the memorial. Mr. Martin seconded the motion, which was carried unanimously. (Hear, hear.) The Convention then adjourned. [327, 731, 612, 792]
table-row [626, 300, 909, 311]
paragraph: The people of this country have a right to demand that the political power of the state shall be placed within their reach. They have been told that the Charter is a thing which can never be obtained; but they know that by union, by perseverance, and by a firm determination to be free, they will at last succeed in obtaining their just rights. (Loud cheers.) [923, 306, 1208, 381]
paragraph: The people of this country have a right to demand that the political power of the state shall be placed within their reach. They have been told that the Charter is a thing which can never be obtained; but they know that by union, by perseverance, and by a firm determination to be free, they will at last succeed in obtaining their just rights. (Loud cheers.) [327, 291, 612, 365]
table-cell: 20 do. [773, 194, 798, 205]
paragraph: Mr. Pitkethly moved that the deputation be requested to wait upon Lord Fitzroy Somerset, to ascertain the best method of presenting the memorial. Mr. Martin seconded the motion, which was carried unanimously. (Hear, hear.) The Convention then adjourned. [923, 1036, 1208, 1098]
table-cell: 1,174 [885, 194, 907, 205]
paragraph: Mr. O'Connell said that he would not be put down by the clamour of the Chartists; he had met them before, and would meet them again. (Cheers and hisses.) A voice cried out that the repeal of the union was a mere pretence, and that the people of Ireland were as much interested in the Charter as the people of England. (Great confusion, and loud cries of 'Turn him out.') [29, 2187, 313, 2262]
table-cell: £ 1,170 [879, 171, 907, 181]
table-row [626, 322, 909, 334]
paragraph: Mr. Pitkethly moved that the deputation be requested to wait upon Lord Fitzroy Somerset, to ascertain the best method of presenting the memorial. Mr. Martin seconded the motion, which was carried unanimously. (Hear, hear.) The Convention then adjourned. [327, 1599, 612, 1661]
paragraph: Mr. Pitkethly moved that the deputation be requested to wait upon Lord Fitzroy Somerset, to ascertain the best method of presenting the memorial. Mr. Martin seconded the motion, which was carried unanimously. (Hear, hear.) The Convention then adjourned. [29, 1974, 313, 2035]
duties-table-body [626, 171, 909, 369]
table-header-cell: Amt. of [864, 159, 909, 171]
paragraph: It was unanimously agreed that the memorial on behalf of the exiled patriots should be presented to the Queen; and that the petition should be left in the hands of the deputation, who had been requested to wait upon the Home Secretary. (Hear, hear.) Mr. Rose said that the signatures to the national petition continued to pour in from every part of the country. [1222, 1826, 1505, 1901]
table-row [626, 218, 909, 230]
paragraph: The people of this country have a right to demand that the political power of the state shall be placed within their reach. They have been told that the Charter is a thing which can never be obtained; but they know that by union, by perseverance, and by a firm determination to be free, they will at last succeed in obtaining their just rights. (Loud cheers.) [327, 1158, 612, 1233]
paragraph: It was unanimously agreed that the memorial on behalf of the exiled patriots should be presented to the Queen; and that the petition should be left in the hands of the deputation, who had been requested to wait upon the Home Secretary. (Hear, hear.) Mr. Rose said that the signatures to the national petition continued to pour in from every part of the country. [923, 671, 1208, 746]
paragraph: The people of this country have a right to demand that the political power of the state shall be placed within their reach. They have been told that the Charter is a thing which can never be obtained; but they know that by union, by perseverance, and by a firm determination to be free, they will at last succeed in obtaining their just rights. (Loud cheers.) [29, 1823, 313, 1897]
paragraph: Mr. Pitkethly moved that the deputation be requested to wait upon Lord Fitzroy Somerset, to ascertain the best method of presenting the memorial. Mr. Martin seconded the motion, which was carried unanimously. (Hear, hear.) The Convention then adjourned. [327, 1888, 612, 1951]
paragraph: Mr. O'Connell said that he would not be put down by the clamour of the Chartists; he had met them before, and would meet them again. (Cheers and hisses.) A voice cried out that the repeal of the union was a mere pretence, and that the people of Ireland were as much interested in the Charter as the people of England. (Great confusion, and loud cries of 'Turn him out.') [626, 1747, 909, 1823]
paragraph: Mr. Pitkethly moved that the deputation be requested to wait upon Lord Fitzroy Somerset, to ascertain the best method of presenting the memorial. Mr. Martin seconded the motion, which was carried unanimously. (Hear, hear.) The Convention then adjourned. [29, 1684, 313, 1746]
signatory-name: John George H. Barber. [685, 533, 785, 544]
table-cell: 15 do. [773, 357, 798, 368]
paragraph: It was unanimously agreed that the memorial on behalf of the exiled patriots should be presented to the Queen; and that the petition should be left in the hands of the deputation, who had been requested to wait upon the Home Secretary. (Hear, hear.) Mr. Rose said that the signatures to the national petition continued to pour in from every part of the country. [923, 382, 1208, 456]
paragraph: The people of this country have a right to demand that the political power of the state shall be placed within their reach. They have been told that the Charter is a thing which can never be obtained; but they know that by union, by perseverance, and by a firm determination to be free, they will at last succeed in obtaining their just rights. (Loud cheers.) [29, 954, 313, 1028]
column-5 [1214, 62, 1512, 2404]
table-cell: Copper, manufactures of [628, 229, 720, 240]
paragraph: Mr. Pitkethly moved that the deputation be requested to wait upon Lord Fitzroy Somerset, to ascertain the best method of presenting the memorial. Mr. Martin seconded the motion, which was carried unanimously. (Hear, hear.) The Convention then adjourned. [923, 747, 1208, 808]
